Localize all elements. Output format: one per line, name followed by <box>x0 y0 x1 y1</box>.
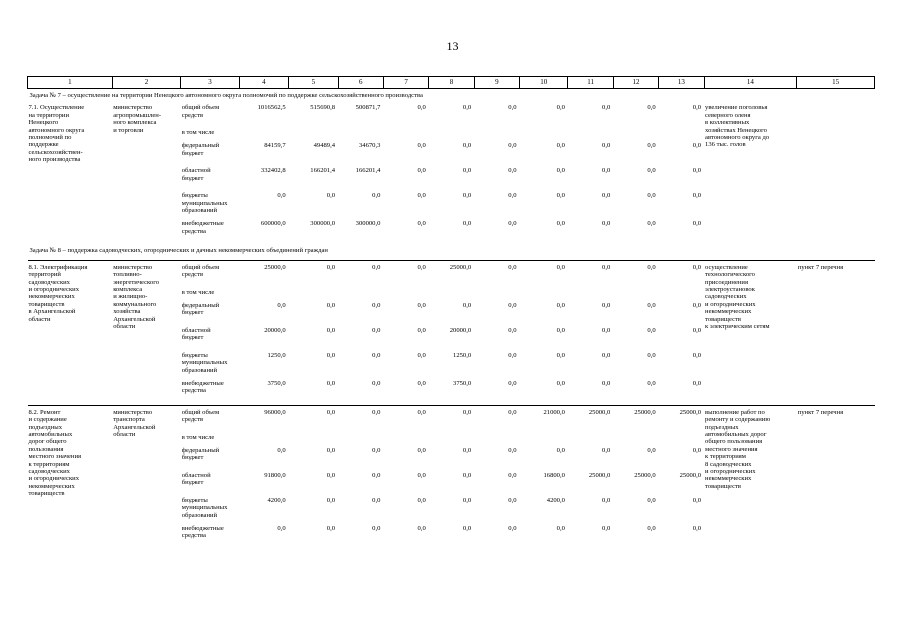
program-table <box>27 76 875 550</box>
funding-value: 0,0 <box>372 379 381 387</box>
funding-value: 0,0 <box>647 104 656 112</box>
funding-value: 0,0 <box>692 192 702 200</box>
measure-executor: министерство транспорта Архангельской области <box>113 408 156 439</box>
funding-value: 0,0 <box>556 142 565 150</box>
funding-value: 0,0 <box>417 167 426 175</box>
funding-value: 0,0 <box>462 301 472 309</box>
funding-value: 0,0 <box>647 496 656 504</box>
funding-value <box>289 129 338 142</box>
funding-value: 0,0 <box>556 220 565 228</box>
funding-value: 515690,8 <box>310 104 336 112</box>
funding-source: областной бюджет <box>181 167 211 182</box>
funding-value <box>289 434 338 447</box>
funding-value: 0,0 <box>372 301 381 309</box>
funding-value: 0,0 <box>692 263 702 271</box>
funding-value: 1016562,5 <box>257 104 286 112</box>
funding-value: 84159,7 <box>264 142 286 150</box>
funding-value: 0,0 <box>326 471 336 479</box>
funding-value: 1250,0 <box>267 351 286 359</box>
funding-value: 166201,4 <box>355 167 381 175</box>
measure-result: осуществление технологического присоединения электроустановок садоводческих и огороднических некоммерческих товариществ к электрическим сетям <box>705 263 770 331</box>
funding-value: 0,0 <box>602 524 611 532</box>
funding-value: 0,0 <box>556 104 565 112</box>
funding-value: 0,0 <box>372 351 381 359</box>
funding-value <box>383 434 428 447</box>
funding-value <box>568 434 613 447</box>
funding-value: 0,0 <box>508 351 517 359</box>
funding-value <box>239 434 288 447</box>
funding-value <box>383 289 428 302</box>
funding-value <box>568 129 613 142</box>
funding-value: 0,0 <box>372 263 381 271</box>
funding-value: 0,0 <box>556 524 565 532</box>
funding-value <box>338 289 383 302</box>
funding-source: в том числе <box>181 288 215 296</box>
funding-value: 0,0 <box>326 192 336 200</box>
funding-value: 0,0 <box>692 351 702 359</box>
funding-value: 0,0 <box>508 379 517 387</box>
header-row <box>28 77 875 89</box>
funding-value: 0,0 <box>417 408 426 416</box>
funding-value: 0,0 <box>417 524 426 532</box>
funding-value: 0,0 <box>508 496 517 504</box>
funding-value: 0,0 <box>372 471 381 479</box>
funding-value: 1250,0 <box>453 351 472 359</box>
measure-reference <box>797 104 875 245</box>
funding-value: 500871,7 <box>355 104 381 112</box>
funding-value: 0,0 <box>556 192 565 200</box>
funding-value <box>429 434 474 447</box>
funding-value: 300000,0 <box>310 220 336 228</box>
funding-value <box>338 129 383 142</box>
funding-value: 0,0 <box>372 326 381 334</box>
funding-value: 0,0 <box>692 142 702 150</box>
funding-value: 0,0 <box>692 524 702 532</box>
funding-value: 0,0 <box>508 446 517 454</box>
header-cell: 14 <box>704 77 797 89</box>
funding-source: общий объем средств <box>181 408 220 424</box>
funding-value: 0,0 <box>462 220 472 228</box>
funding-value: 0,0 <box>692 167 702 175</box>
funding-value: 25000,0 <box>449 263 472 271</box>
funding-value: 25000,0 <box>634 408 656 416</box>
funding-source: областной бюджет <box>181 326 211 342</box>
measure-executor: министерство топливно- энергетического комплекса и жилищно- коммунального хозяйства Архангельской области <box>113 263 160 331</box>
funding-source: внебюджетные средства <box>181 220 224 235</box>
funding-value: 34670,3 <box>358 142 381 150</box>
funding-source: в том числе <box>181 129 215 137</box>
measure-name: 8.2. Ремонт и содержание подъездных автомобильных дорог общего пользования местного значения к территориям садоводческих и огороднических некоммерческих товариществ <box>28 408 82 498</box>
funding-value: 0,0 <box>462 446 472 454</box>
task-title: Задача № 8 – поддержка садоводческих, огороднических и дачных некоммерческих объединений граждан <box>29 247 328 255</box>
funding-value: 0,0 <box>692 104 702 112</box>
funding-value: 25000,0 <box>588 408 611 416</box>
funding-value <box>659 289 704 302</box>
funding-value: 0,0 <box>372 408 381 416</box>
header-cell: 2 <box>112 77 181 89</box>
funding-value: 0,0 <box>602 301 611 309</box>
funding-source: бюджеты муниципальных образований <box>181 496 228 519</box>
header-cell: 9 <box>474 77 519 89</box>
funding-value: 0,0 <box>692 379 702 387</box>
funding-source: областной бюджет <box>181 471 211 487</box>
funding-value: 0,0 <box>417 192 426 200</box>
funding-value: 0,0 <box>277 446 286 454</box>
funding-value: 3750,0 <box>267 379 286 387</box>
funding-value: 0,0 <box>647 142 656 150</box>
funding-value: 0,0 <box>326 496 336 504</box>
funding-value: 25000,0 <box>588 471 611 479</box>
funding-value: 0,0 <box>326 379 336 387</box>
funding-value: 16800,0 <box>543 471 565 479</box>
funding-source: общий объем средств <box>181 263 220 279</box>
measure-reference: пункт 7 перечня <box>797 408 844 416</box>
funding-value: 0,0 <box>602 379 611 387</box>
measure-reference: пункт 7 перечня <box>797 263 844 271</box>
funding-value <box>474 434 519 447</box>
funding-value: 0,0 <box>462 408 472 416</box>
funding-value <box>338 434 383 447</box>
funding-value: 0,0 <box>556 379 565 387</box>
funding-value: 49489,4 <box>313 142 336 150</box>
funding-value: 3750,0 <box>453 379 472 387</box>
header-cell: 11 <box>568 77 613 89</box>
funding-value: 0,0 <box>326 326 336 334</box>
measure-executor: министерство агропромышлен- ного комплекса и торговли <box>113 104 162 134</box>
funding-value: 0,0 <box>417 379 426 387</box>
measure-name: 7.1. Осуществление на территории Ненецкого автономного округа полномочий по поддержке сельскохозяйствен- ного производства <box>28 104 85 164</box>
header-cell: 15 <box>797 77 875 89</box>
funding-value: 0,0 <box>647 446 656 454</box>
funding-value: 0,0 <box>692 446 702 454</box>
funding-value: 0,0 <box>372 496 381 504</box>
funding-value: 0,0 <box>508 192 517 200</box>
funding-value: 20000,0 <box>264 326 286 334</box>
funding-value: 0,0 <box>372 446 381 454</box>
funding-value: 91800,0 <box>264 471 286 479</box>
funding-value: 0,0 <box>417 142 426 150</box>
funding-value: 0,0 <box>647 379 656 387</box>
funding-value: 0,0 <box>277 192 286 200</box>
funding-value: 0,0 <box>647 192 656 200</box>
funding-value <box>289 289 338 302</box>
funding-value <box>613 129 658 142</box>
funding-value <box>383 129 428 142</box>
funding-value: 25000,0 <box>679 471 702 479</box>
header-cell: 8 <box>429 77 474 89</box>
funding-value: 0,0 <box>647 301 656 309</box>
task-title: Задача № 7 – осуществление на территории Ненецкого автономного округа полномочий по поддержке сельскохозяйственного производства <box>29 92 423 99</box>
funding-value: 0,0 <box>556 263 565 271</box>
header-cell: 10 <box>520 77 568 89</box>
funding-source: в том числе <box>181 433 215 441</box>
funding-value: 0,0 <box>602 351 611 359</box>
funding-value <box>520 129 568 142</box>
funding-value: 0,0 <box>602 326 611 334</box>
funding-value: 0,0 <box>508 142 517 150</box>
funding-value: 332402,8 <box>260 167 286 175</box>
funding-value: 0,0 <box>556 167 565 175</box>
funding-value: 0,0 <box>508 104 517 112</box>
funding-value: 0,0 <box>692 496 702 504</box>
measure-result: выполнение работ по ремонту и содержанию подъездных автомобильных дорог общего пользования местного значения к территориям 8 садоводческих и огороднических некоммерческих товариществ <box>705 408 771 490</box>
page-number: 13 <box>446 39 459 53</box>
funding-value: 0,0 <box>417 326 426 334</box>
funding-value <box>613 289 658 302</box>
measure-result: увеличение поголовья северного оленя в коллективных хозяйствах Ненецкого автономного округа до 136 тыс. голов <box>705 104 770 149</box>
funding-value: 0,0 <box>508 167 517 175</box>
funding-source: федеральный бюджет <box>181 142 220 157</box>
funding-source: федеральный бюджет <box>181 301 220 317</box>
funding-value: 0,0 <box>462 524 472 532</box>
funding-value: 0,0 <box>372 524 381 532</box>
funding-value: 0,0 <box>326 263 336 271</box>
funding-value <box>239 289 288 302</box>
funding-value <box>429 129 474 142</box>
funding-value: 0,0 <box>556 301 565 309</box>
funding-value: 0,0 <box>326 408 336 416</box>
funding-value: 0,0 <box>277 301 286 309</box>
funding-row <box>28 409 875 434</box>
funding-value: 0,0 <box>462 142 472 150</box>
funding-value: 0,0 <box>417 263 426 271</box>
funding-source: внебюджетные средства <box>181 524 224 540</box>
funding-value <box>613 434 658 447</box>
header-cell: 3 <box>181 77 239 89</box>
funding-value: 25000,0 <box>634 471 656 479</box>
funding-value: 0,0 <box>692 326 702 334</box>
funding-value <box>474 289 519 302</box>
funding-value: 0,0 <box>462 104 472 112</box>
funding-value: 0,0 <box>417 301 426 309</box>
funding-value: 0,0 <box>417 471 426 479</box>
funding-value: 0,0 <box>556 351 565 359</box>
funding-value: 166201,4 <box>310 167 336 175</box>
funding-value: 4200,0 <box>267 496 286 504</box>
funding-value: 0,0 <box>326 524 336 532</box>
header-cell: 7 <box>383 77 428 89</box>
funding-value: 0,0 <box>602 142 611 150</box>
funding-value: 0,0 <box>692 301 702 309</box>
funding-value: 0,0 <box>602 220 611 228</box>
funding-value <box>568 289 613 302</box>
funding-source: бюджеты муниципальных образований <box>181 192 228 215</box>
header-cell: 13 <box>659 77 704 89</box>
funding-value: 0,0 <box>647 167 656 175</box>
funding-value: 0,0 <box>602 263 611 271</box>
funding-value: 0,0 <box>647 524 656 532</box>
funding-value <box>659 129 704 142</box>
funding-value: 0,0 <box>692 220 702 228</box>
measure-name: 8.1. Электрификация территорий садоводческих и огороднических некоммерческих товариществ в Архангельской области <box>28 263 88 323</box>
header-cell: 5 <box>289 77 338 89</box>
funding-value: 0,0 <box>326 446 336 454</box>
header-cell: 1 <box>28 77 113 89</box>
funding-value: 0,0 <box>647 351 656 359</box>
funding-value: 0,0 <box>326 351 336 359</box>
funding-source: общий объем средств <box>181 104 220 119</box>
funding-value: 25000,0 <box>264 263 286 271</box>
funding-row <box>28 104 875 129</box>
funding-value: 4200,0 <box>546 496 565 504</box>
table-body <box>28 89 875 550</box>
funding-value: 0,0 <box>417 220 426 228</box>
funding-value <box>474 129 519 142</box>
funding-value: 0,0 <box>462 167 472 175</box>
funding-value: 300000,0 <box>355 220 381 228</box>
funding-source: бюджеты муниципальных образований <box>181 351 228 374</box>
header-cell: 6 <box>338 77 383 89</box>
funding-value: 0,0 <box>647 326 656 334</box>
funding-value: 0,0 <box>508 524 517 532</box>
funding-value: 600000,0 <box>260 220 286 228</box>
funding-value <box>520 434 568 447</box>
funding-value: 0,0 <box>372 192 381 200</box>
funding-row <box>28 264 875 289</box>
funding-value: 0,0 <box>508 301 517 309</box>
funding-value: 0,0 <box>602 446 611 454</box>
funding-value: 25000,0 <box>679 408 702 416</box>
funding-value: 0,0 <box>508 471 517 479</box>
funding-value: 0,0 <box>417 496 426 504</box>
funding-value: 0,0 <box>462 471 472 479</box>
funding-value: 20000,0 <box>449 326 472 334</box>
funding-value: 0,0 <box>462 192 472 200</box>
task-row <box>28 245 875 260</box>
funding-value: 0,0 <box>417 351 426 359</box>
funding-value <box>239 129 288 142</box>
funding-source: внебюджетные средства <box>181 379 224 395</box>
funding-value <box>429 289 474 302</box>
header-cell: 4 <box>239 77 288 89</box>
funding-value: 0,0 <box>462 496 472 504</box>
funding-value: 0,0 <box>508 263 517 271</box>
funding-value: 0,0 <box>556 446 565 454</box>
funding-value: 0,0 <box>508 326 517 334</box>
funding-value: 0,0 <box>556 326 565 334</box>
funding-value: 0,0 <box>417 446 426 454</box>
funding-value: 0,0 <box>326 301 336 309</box>
funding-value: 0,0 <box>602 192 611 200</box>
funding-value: 21000,0 <box>543 408 565 416</box>
funding-source: федеральный бюджет <box>181 446 220 462</box>
funding-value: 96000,0 <box>264 408 286 416</box>
funding-value: 0,0 <box>602 167 611 175</box>
funding-value: 0,0 <box>647 220 656 228</box>
funding-value <box>659 434 704 447</box>
funding-value: 0,0 <box>602 104 611 112</box>
funding-value <box>520 289 568 302</box>
task-row <box>28 89 875 105</box>
header-cell: 12 <box>613 77 658 89</box>
funding-value: 0,0 <box>508 408 517 416</box>
funding-value: 0,0 <box>602 496 611 504</box>
funding-value: 0,0 <box>508 220 517 228</box>
funding-value: 0,0 <box>647 263 656 271</box>
funding-value: 0,0 <box>417 104 426 112</box>
funding-value: 0,0 <box>277 524 286 532</box>
